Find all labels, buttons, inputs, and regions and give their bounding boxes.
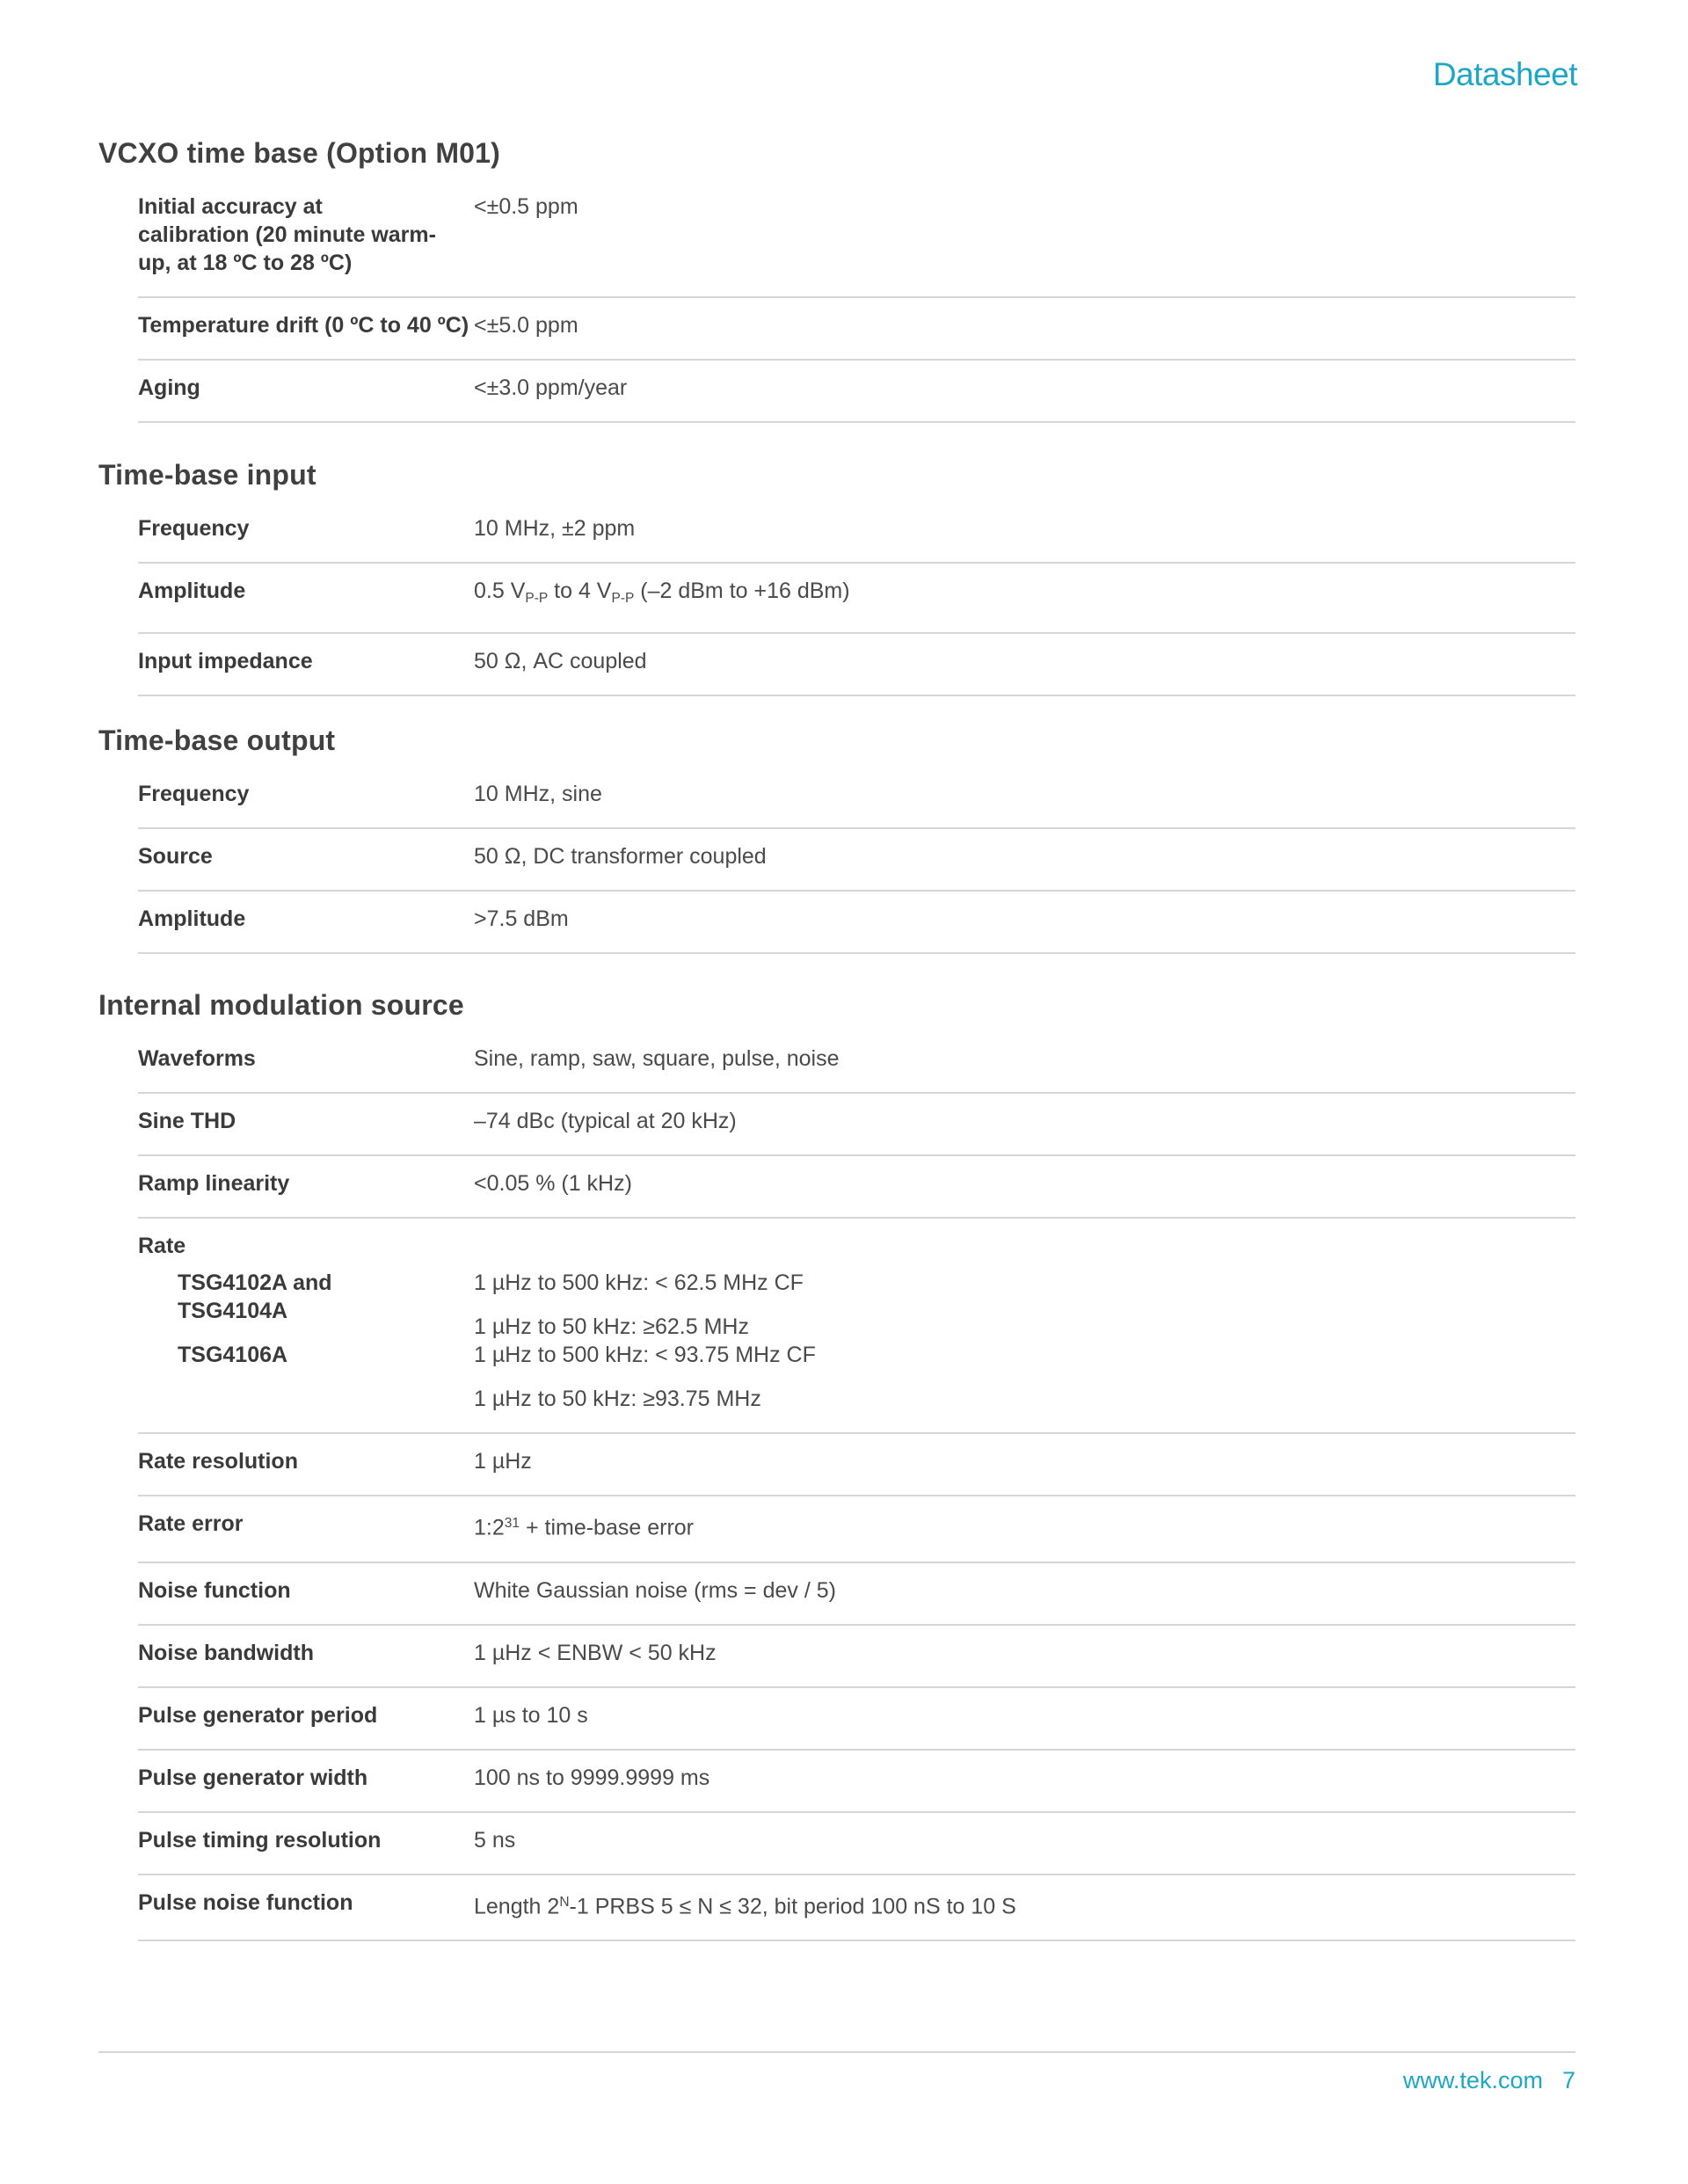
rate-value: 1 µHz to 500 kHz: < 93.75 MHz CF xyxy=(474,1343,816,1367)
spec-row xyxy=(138,564,1575,634)
spec-value: White Gaussian noise (rms = dev / 5) xyxy=(474,1577,836,1603)
spec-row xyxy=(138,1751,1575,1813)
spec-value: 10 MHz, sine xyxy=(474,782,602,806)
footer-url-link[interactable]: www.tek.com xyxy=(1402,2067,1543,2093)
spec-label: Source xyxy=(138,844,213,869)
spec-label: Aging xyxy=(138,375,200,400)
section-title: VCXO time base (Option M01) xyxy=(98,137,501,169)
spec-value: 5 ns xyxy=(474,1827,516,1853)
section-title: Internal modulation source xyxy=(98,989,464,1021)
spec-label: Pulse noise function xyxy=(138,1889,353,1915)
spec-row xyxy=(138,1875,1575,1942)
spec-label: Input impedance xyxy=(138,648,313,673)
spec-row xyxy=(138,298,1575,360)
spec-label: Waveforms xyxy=(138,1046,256,1071)
spec-row xyxy=(138,1563,1575,1626)
section-internal-modulation-source xyxy=(98,986,1575,1941)
spec-row xyxy=(138,1813,1575,1875)
spec-label: Pulse generator period xyxy=(138,1702,378,1728)
spec-value: <±0.5 ppm xyxy=(474,194,578,219)
section-time-base-input xyxy=(98,455,1575,696)
spec-row xyxy=(138,1031,1575,1094)
footer-divider xyxy=(98,2051,1575,2053)
rate-model-label: TSG4102A and TSG4104A xyxy=(178,1270,332,1323)
spec-label: Temperature drift (0 ºC to 40 ºC) xyxy=(138,313,469,338)
spec-value: 50 Ω, AC coupled xyxy=(474,648,647,673)
rate-group xyxy=(138,1269,1575,1341)
page-footer xyxy=(1403,2067,1575,2094)
spec-row-rate xyxy=(138,1219,1575,1434)
spec-label: Noise function xyxy=(138,1577,291,1603)
spec-row xyxy=(138,1156,1575,1219)
spec-value: 1 µHz < ENBW < 50 kHz xyxy=(474,1640,717,1665)
spec-label: Frequency xyxy=(138,516,250,541)
rate-values xyxy=(474,1269,1575,1341)
spec-row xyxy=(138,892,1575,954)
spec-value: 0.5 $V_{P-P}$ to 4 $V_{P-P}$ (–2 dBm to +16 dBm) xyxy=(474,579,850,606)
spec-label: Amplitude xyxy=(138,579,246,603)
spec-row xyxy=(138,1626,1575,1688)
spec-value: >7.5 dBm xyxy=(474,906,569,931)
spec-value: Sine, ramp, saw, square, pulse, noise xyxy=(474,1046,840,1071)
page-number: 7 xyxy=(1561,2067,1575,2093)
spec-row xyxy=(138,829,1575,892)
rate-group xyxy=(138,1341,1575,1413)
spec-label: Rate resolution xyxy=(138,1449,298,1474)
spec-row xyxy=(138,1688,1575,1751)
spec-value: <0.05 % (1 kHz) xyxy=(474,1171,632,1196)
rate-value: 1 µHz to 50 kHz: ≥93.75 MHz xyxy=(474,1387,761,1411)
spec-row xyxy=(138,634,1575,696)
spec-value: 1 µs to 10 s xyxy=(474,1702,588,1728)
spec-row xyxy=(138,1434,1575,1496)
spec-value: –74 dBc (typical at 20 kHz) xyxy=(474,1109,737,1133)
spec-label: Rate error xyxy=(138,1511,244,1536)
rate-value: 1 µHz to 500 kHz: < 62.5 MHz CF xyxy=(474,1270,804,1295)
section-vcxo-time-base xyxy=(98,134,1575,423)
spec-row xyxy=(138,501,1575,564)
spec-label: Pulse generator width xyxy=(138,1765,368,1790)
spec-row xyxy=(138,179,1575,298)
spec-value: 10 MHz, ±2 ppm xyxy=(474,516,636,541)
rate-value: 1 µHz to 50 kHz: ≥62.5 MHz xyxy=(474,1314,749,1339)
spec-row xyxy=(138,1496,1575,1563)
spec-value: 1 µHz xyxy=(474,1449,532,1474)
spec-row xyxy=(138,767,1575,829)
spec-label: Initial accuracy at calibration (20 minute warm-up, at 18 ºC to 28 ºC) xyxy=(138,194,436,275)
document-type-label: Datasheet xyxy=(1432,56,1577,92)
spec-label: Pulse timing resolution xyxy=(138,1827,382,1853)
section-time-base-output xyxy=(98,721,1575,954)
spec-label: Frequency xyxy=(138,782,250,806)
spec-label: Sine THD xyxy=(138,1109,236,1133)
spec-value: Length $2^N-1$ PRBS 5 ≤ N ≤ 32, bit period 100 nS to 10 S xyxy=(474,1894,1016,1919)
spec-row xyxy=(138,360,1575,423)
section-title: Time-base output xyxy=(98,724,336,756)
spec-label: Amplitude xyxy=(138,906,246,931)
spec-value: <±3.0 ppm/year xyxy=(474,375,628,400)
spec-label: Rate xyxy=(138,1234,186,1258)
spec-value: 100 ns to 9999.9999 ms xyxy=(474,1765,710,1790)
spec-value: $1:2^{31}$ + time-base error xyxy=(474,1515,695,1540)
spec-label: Ramp linearity xyxy=(138,1171,290,1196)
spec-value: <±5.0 ppm xyxy=(474,313,578,338)
section-title: Time-base input xyxy=(98,459,316,491)
spec-label: Noise bandwidth xyxy=(138,1640,314,1665)
rate-model-label: TSG4106A xyxy=(178,1343,288,1367)
spec-value: 50 Ω, DC transformer coupled xyxy=(474,844,767,869)
rate-values xyxy=(474,1341,1575,1413)
spec-row xyxy=(138,1094,1575,1156)
